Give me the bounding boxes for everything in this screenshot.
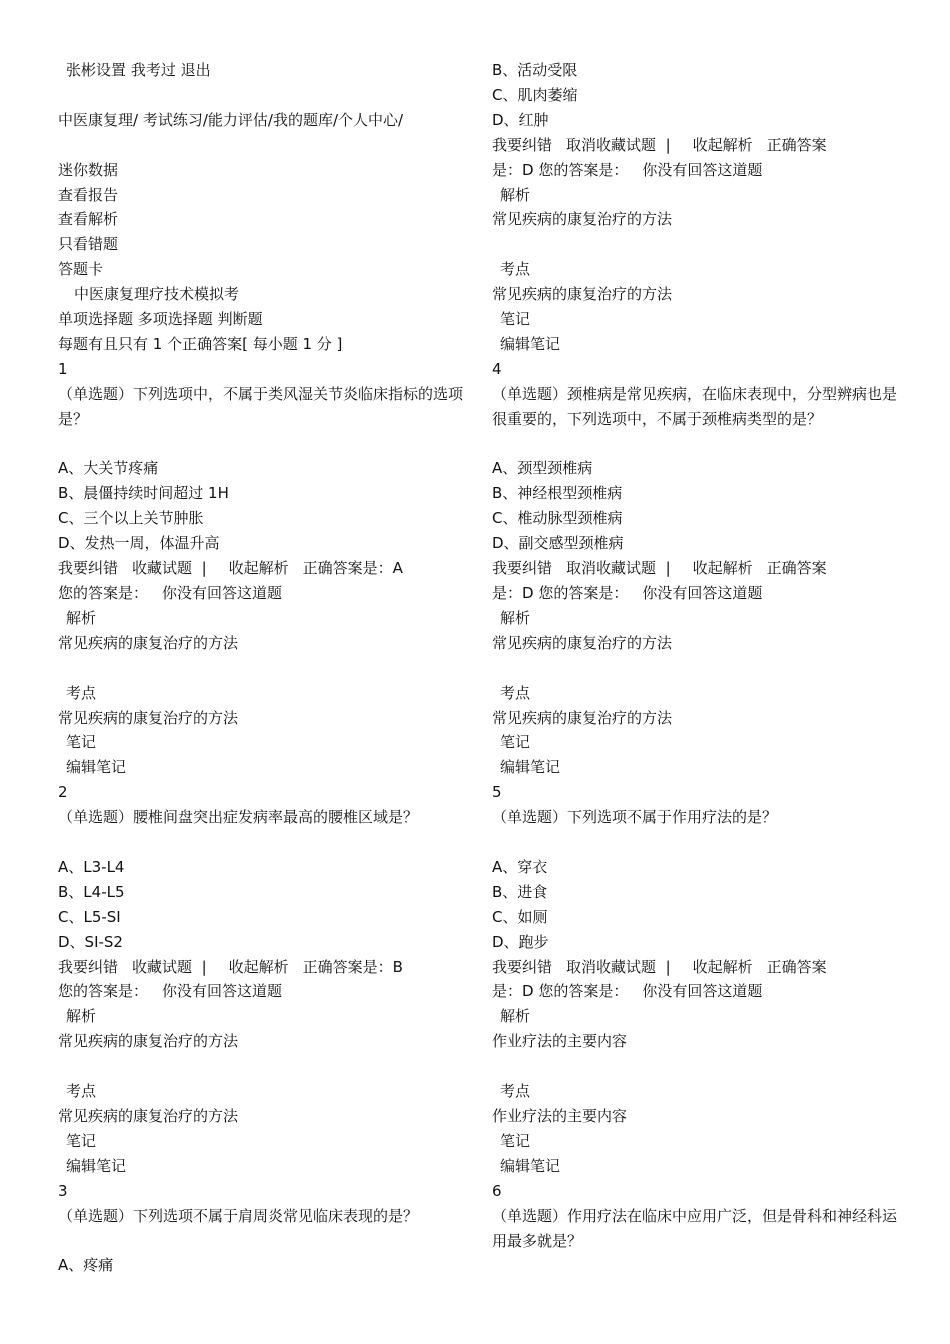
sidebar-item-wrong-only[interactable]: 只看错题 [58, 235, 119, 254]
breadcrumb [58, 108, 468, 133]
nav-practice[interactable]: 考试练习/ [138, 110, 208, 129]
your-answer [492, 581, 902, 606]
option-b[interactable]: B、晨僵持续时间超过 1H [58, 484, 229, 503]
analysis-label: 解析 [500, 185, 531, 204]
keypoint-text: 常见疾病的康复治疗的方法 [492, 285, 673, 304]
separator: | [665, 135, 671, 154]
report-error-link[interactable]: 我要纠错 [492, 135, 553, 154]
question-type-tabs [58, 307, 468, 332]
option-c[interactable]: C、如厕 [492, 907, 548, 926]
keypoint-text: 常见疾病的康复治疗的方法 [58, 1106, 239, 1125]
edit-note-link[interactable]: 编辑笔记 [500, 758, 561, 777]
sidebar-item-mini-data[interactable]: 迷你数据 [58, 160, 119, 179]
your-answer [58, 581, 468, 606]
your-answer-label: 您的答案是： [58, 982, 149, 1001]
separator: | [665, 957, 671, 976]
unfavorite-link[interactable]: 取消收藏试题 [566, 957, 657, 976]
separator: | [665, 559, 671, 578]
analysis-label: 解析 [500, 1007, 531, 1026]
settings-link[interactable]: 设置 [96, 61, 127, 79]
analysis-text: 常见疾病的康复治疗的方法 [492, 633, 673, 652]
right-column [492, 58, 902, 1253]
analysis-text: 常见疾病的康复治疗的方法 [58, 633, 239, 652]
question-number: 2 [58, 783, 68, 802]
option-d[interactable]: D、跑步 [492, 932, 549, 951]
your-answer [492, 158, 902, 183]
your-answer [58, 979, 468, 1004]
question-stem: （单选题）下列选项中，不属于类风湿关节炎临床指标的选项是？ [58, 384, 464, 428]
option-b[interactable]: B、活动受限 [492, 61, 578, 79]
question-actions [492, 133, 902, 158]
question-stem: （单选题）颈椎病是常见疾病，在临床表现中，分型辨病也是很重要的，下列选项中，不属于颈椎病类型的是？ [492, 384, 898, 428]
question-stem: （单选题）腰椎间盘突出症发病率最高的腰椎区域是？ [58, 808, 419, 827]
unfavorite-link[interactable]: 取消收藏试题 [566, 559, 657, 578]
edit-note-link[interactable]: 编辑笔记 [500, 334, 561, 353]
favorite-link[interactable]: 收藏试题 [132, 957, 193, 976]
exam-title: 中医康复理疗技术模拟考 [74, 285, 240, 304]
keypoint-text: 常见疾病的康复治疗的方法 [492, 708, 673, 727]
analysis-text: 常见疾病的康复治疗的方法 [58, 1032, 239, 1051]
nav-assessment[interactable]: 能力评估/ [207, 110, 273, 129]
sidebar-item-view-analysis[interactable]: 查看解析 [58, 210, 119, 229]
edit-note-link[interactable]: 编辑笔记 [66, 1156, 127, 1175]
your-answer-label: 您的答案是： [538, 160, 629, 179]
option-c[interactable]: C、三个以上关节肿胀 [58, 509, 204, 528]
exam-instruction: 每题有且只有 1 个正确答案[ 每小题 1 分 ] [58, 334, 343, 353]
question-number: 4 [492, 359, 502, 378]
note-label: 笔记 [66, 1131, 97, 1150]
edit-note-link[interactable]: 编辑笔记 [66, 758, 127, 777]
collapse-analysis-link[interactable]: 收起解析 [692, 559, 753, 578]
no-answer-text: 你没有回答这道题 [642, 982, 763, 1001]
no-answer-text: 你没有回答这道题 [162, 583, 283, 602]
separator: | [201, 559, 207, 578]
analysis-label: 解析 [66, 1007, 97, 1026]
report-error-link[interactable]: 我要纠错 [58, 559, 119, 578]
no-answer-text: 你没有回答这道题 [642, 160, 763, 179]
correct-answer: 正确答案是：B [302, 957, 403, 976]
correct-answer: 正确答案 [766, 957, 827, 976]
your-answer-label: 您的答案是： [538, 584, 629, 602]
question-actions [492, 556, 902, 581]
tab-true-false[interactable]: 判断题 [217, 310, 263, 329]
your-answer [492, 979, 902, 1004]
no-answer-text: 你没有回答这道题 [162, 982, 283, 1001]
note-label: 笔记 [500, 1131, 531, 1150]
analysis-text: 作业疗法的主要内容 [492, 1032, 628, 1051]
option-a[interactable]: A、颈型颈椎病 [492, 459, 593, 478]
option-d[interactable]: D、发热一周，体温升高 [58, 534, 220, 553]
question-stem: （单选题）下列选项不属于肩周炎常见临床表现的是？ [58, 1206, 419, 1225]
edit-note-link[interactable]: 编辑笔记 [500, 1156, 561, 1175]
question-number: 5 [492, 783, 502, 802]
no-answer-text: 你没有回答这道题 [642, 584, 763, 602]
collapse-analysis-link[interactable]: 收起解析 [228, 559, 289, 578]
sidebar-item-answer-card[interactable]: 答题卡 [58, 260, 104, 279]
nav-rehab[interactable]: 中医康复理/ [58, 110, 139, 129]
correct-answer: 正确答案是：A [302, 559, 403, 578]
keypoint-label: 考点 [500, 260, 531, 279]
question-stem: （单选题）下列选项不属于作用疗法的是？ [492, 808, 778, 827]
tab-multi-choice[interactable]: 多项选择题 [137, 310, 213, 329]
option-b[interactable]: B、神经根型颈椎病 [492, 484, 623, 503]
your-answer-label: 您的答案是： [58, 583, 149, 602]
question-number: 6 [492, 1181, 502, 1200]
report-error-link[interactable]: 我要纠错 [492, 957, 553, 976]
note-label: 笔记 [500, 310, 531, 329]
analysis-label: 解析 [66, 608, 97, 627]
analysis-text: 常见疾病的康复治疗的方法 [492, 210, 673, 229]
option-d[interactable]: D、红肿 [492, 110, 549, 129]
report-error-link[interactable]: 我要纠错 [492, 559, 553, 578]
keypoint-label: 考点 [500, 683, 531, 702]
correct-answer: 正确答案 [766, 135, 827, 154]
user-name: 张彬 [66, 61, 97, 79]
nav-personal-center[interactable]: 个人中心/ [338, 110, 404, 129]
option-c[interactable]: C、L5-SI [58, 907, 121, 926]
keypoint-text: 作业疗法的主要内容 [492, 1106, 628, 1125]
correct-answer-tail: 是：D [492, 982, 534, 1001]
option-c[interactable]: C、椎动脉型颈椎病 [492, 509, 623, 528]
note-label: 笔记 [500, 733, 531, 752]
correct-answer-tail: 是：D [492, 584, 534, 602]
question-actions [492, 955, 902, 980]
collapse-analysis-link[interactable]: 收起解析 [692, 135, 753, 154]
option-a[interactable]: A、疼痛 [58, 1256, 114, 1275]
separator: | [201, 957, 207, 976]
unfavorite-link[interactable]: 取消收藏试题 [566, 135, 657, 154]
option-c[interactable]: C、肌肉萎缩 [492, 85, 578, 104]
tab-single-choice[interactable]: 单项选择题 [58, 310, 134, 329]
sidebar-item-view-report[interactable]: 查看报告 [58, 185, 119, 204]
report-error-link[interactable]: 我要纠错 [58, 957, 119, 976]
question-actions [58, 556, 468, 581]
collapse-analysis-link[interactable]: 收起解析 [228, 957, 289, 976]
option-a[interactable]: A、穿衣 [492, 857, 548, 876]
left-column [58, 58, 468, 1278]
keypoint-label: 考点 [66, 683, 97, 702]
note-label: 笔记 [66, 733, 97, 752]
correct-answer-tail: 是：D [492, 160, 534, 179]
user-bar [58, 58, 468, 83]
question-actions [58, 955, 468, 980]
question-stem: （单选题）作用疗法在临床中应用广泛，但是骨科和神经科运用最多就是？ [492, 1206, 898, 1250]
keypoint-label: 考点 [66, 1082, 97, 1101]
option-d[interactable]: D、副交感型颈椎病 [492, 534, 624, 553]
keypoint-label: 考点 [500, 1082, 531, 1101]
logout-link[interactable]: 退出 [180, 61, 211, 79]
favorite-link[interactable]: 收藏试题 [132, 559, 193, 578]
my-exams-link[interactable]: 我考过 [130, 61, 176, 79]
collapse-analysis-link[interactable]: 收起解析 [692, 957, 753, 976]
question-number: 1 [58, 359, 68, 378]
option-b[interactable]: B、L4-L5 [58, 882, 125, 901]
option-d[interactable]: D、SI-S2 [58, 932, 123, 951]
analysis-label: 解析 [500, 608, 531, 627]
option-a[interactable]: A、L3-L4 [58, 857, 125, 876]
keypoint-text: 常见疾病的康复治疗的方法 [58, 708, 239, 727]
option-a[interactable]: A、大关节疼痛 [58, 459, 159, 478]
option-b[interactable]: B、进食 [492, 882, 548, 901]
nav-question-bank[interactable]: 我的题库/ [272, 110, 339, 129]
your-answer-label: 您的答案是： [538, 982, 629, 1001]
question-number: 3 [58, 1181, 68, 1200]
correct-answer: 正确答案 [766, 559, 827, 578]
